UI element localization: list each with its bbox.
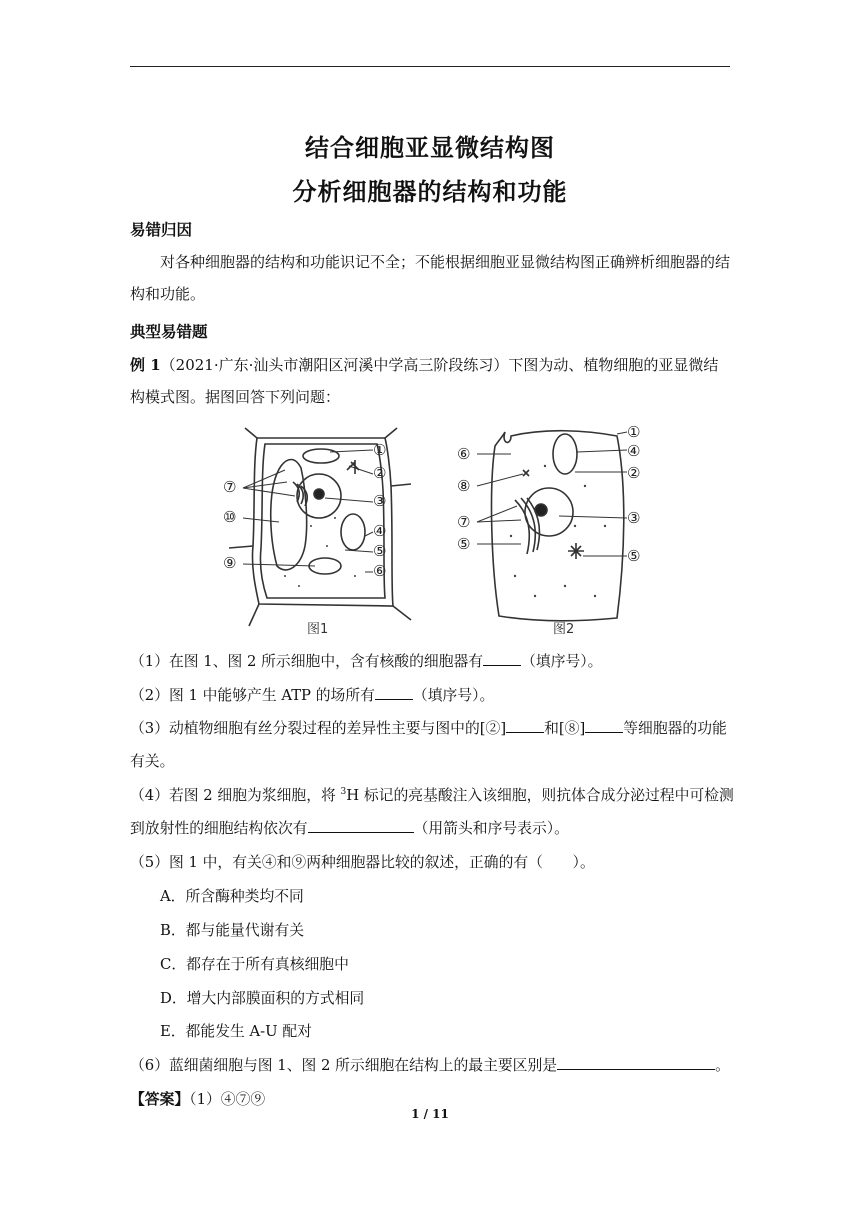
question-2: [130, 684, 735, 705]
fig2-label-2: ②: [627, 464, 641, 482]
q4-text-a: （4）若图 2 细胞为浆细胞，将: [130, 787, 341, 804]
q2-text: （2）图 1 中能够产生 ATP 的场所有: [130, 687, 375, 704]
fig2-label-3: ③: [627, 509, 641, 527]
fig1-label-3: ③: [373, 492, 387, 510]
q6-text: （6）蓝细菌细胞与图 1、图 2 所示细胞在结构上的最主要区别是: [130, 1057, 558, 1074]
fig1-label-7: ⑦: [223, 478, 237, 496]
fig2-label-4: ④: [627, 442, 641, 460]
section-heading-typical-questions: 典型易错题: [130, 323, 208, 341]
question-3: [130, 717, 735, 738]
q3-text-a: （3）动植物细胞有丝分裂过程的差异性主要与图中的[②]: [130, 720, 507, 737]
q4-blank[interactable]: [308, 818, 414, 833]
q1-text: （1）在图 1、图 2 所示细胞中，含有核酸的细胞器有: [130, 653, 484, 670]
fig2-label-5: ⑤: [627, 547, 641, 565]
q4-text-b: H 标记的亮基酸注入该细胞，则抗体合成分泌过程中可检测: [346, 787, 734, 804]
question-4-cont: [130, 817, 735, 838]
option-b[interactable]: B．都与能量代谢有关: [160, 922, 305, 939]
fig1-label-1: ①: [373, 441, 387, 459]
animal-cell-dots: [510, 465, 606, 597]
page-title-line1: 结合细胞亚显微结构图: [305, 134, 555, 162]
option-a[interactable]: A．所含酶种类均不同: [160, 888, 304, 905]
answer-text: （1）④⑦⑨: [189, 1091, 266, 1108]
plant-cell-dots: [284, 517, 356, 587]
animal-cell-leader-lines: [477, 432, 627, 556]
example-label: 例 1: [130, 356, 161, 374]
option-d[interactable]: D．增大内部膜面积的方式相同: [160, 990, 365, 1007]
fig1-label-10: ⑩: [223, 508, 237, 526]
option-e[interactable]: E．都能发生 A-U 配对: [160, 1023, 312, 1040]
intro-paragraph: 对各种细胞器的结构和功能识记不全；不能根据细胞亚显微结构图正确辨析细胞器的结构和功能。: [130, 253, 731, 303]
option-c[interactable]: C．都存在于所有真核细胞中: [160, 956, 349, 973]
q2-text-after: （填序号）。: [412, 687, 495, 704]
q4-superscript: 3: [340, 787, 347, 798]
fig1-label-9: ⑨: [223, 554, 237, 572]
fig1-label-5: ⑤: [373, 542, 387, 560]
q3-blank-2[interactable]: [585, 718, 623, 733]
page-number: 1 / 11: [411, 1107, 449, 1121]
page-title-line2: 分析细胞器的结构和功能: [292, 178, 568, 206]
q4-cont-after: （用箭头和序号表示）。: [413, 820, 569, 837]
answer-line: [130, 1088, 735, 1109]
question-6: [130, 1054, 735, 1075]
q3-text-c: 等细胞器的功能: [623, 720, 727, 737]
q6-text-after: 。: [715, 1057, 730, 1074]
q1-blank[interactable]: [483, 651, 521, 666]
fig2-label-1: ①: [627, 426, 641, 441]
q3-text-b: 和[⑧]: [544, 720, 586, 737]
example-paragraph: [130, 349, 730, 413]
q3-blank-1[interactable]: [506, 718, 544, 733]
example-text: （2021·广东·汕头市潮阳区河溪中学高三阶段练习）下图为动、植物细胞的亚显微结构模式图。据图回答下列问题：: [130, 356, 719, 406]
fig2-label-5b: ⑤: [457, 535, 471, 553]
fig2-label-6: ⑥: [457, 445, 471, 463]
section-heading-error-cause: 易错归因: [130, 221, 193, 239]
fig1-label-6: ⑥: [373, 562, 387, 580]
fig2-label-8: ⑧: [457, 477, 471, 495]
q1-text-after: （填序号）。: [521, 653, 603, 670]
fig2-caption: 图2: [553, 622, 575, 637]
fig1-caption: 图1: [307, 622, 329, 637]
cell-diagram-svg: [215, 426, 655, 640]
header-rule: [130, 66, 730, 67]
fig1-label-2: ②: [373, 464, 387, 482]
fig1-label-4: ④: [373, 522, 387, 540]
question-4: [130, 784, 735, 805]
fig2-label-7: ⑦: [457, 513, 471, 531]
q6-blank[interactable]: [557, 1055, 715, 1070]
q4-cont-text: 到放射性的细胞结构依次有: [130, 820, 308, 837]
question-5: （5）图 1 中，有关④和⑨两种细胞器比较的叙述，正确的有（ ）。: [130, 854, 595, 871]
cell-structure-figure: [215, 426, 655, 640]
answer-label: 【答案】: [130, 1091, 190, 1108]
question-1: [130, 650, 735, 671]
question-3-cont: 有关。: [130, 753, 175, 770]
q2-blank[interactable]: [375, 685, 413, 700]
